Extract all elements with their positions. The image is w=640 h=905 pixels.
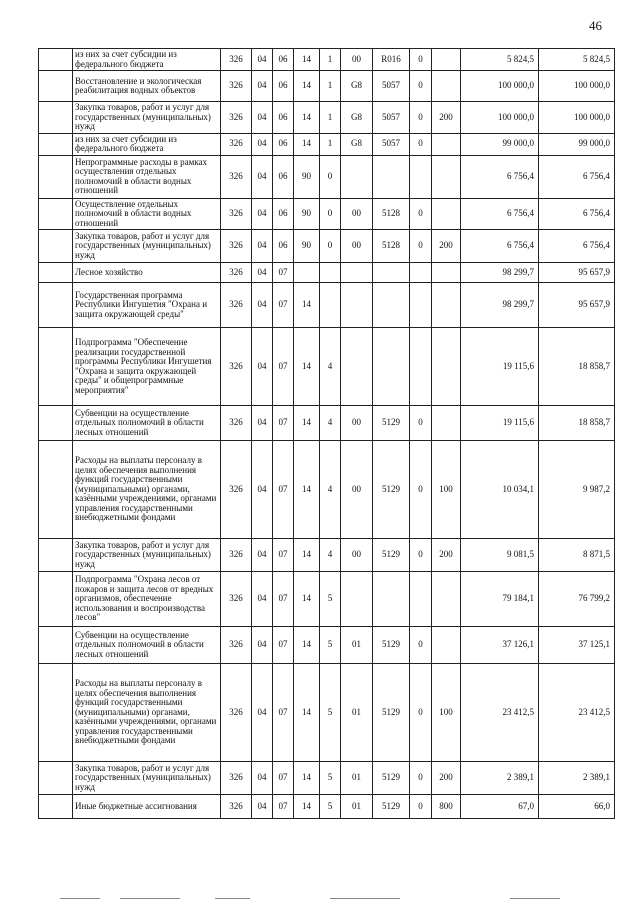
amount-plan-cell: 98 299,7 <box>461 283 539 328</box>
amount-fact-cell: 95 657,9 <box>539 283 615 328</box>
zero-code-cell: 0 <box>410 406 432 441</box>
vr-code-cell <box>432 572 461 627</box>
pr-code-cell: 06 <box>273 102 294 134</box>
amount-fact-cell: 100 000,0 <box>539 102 615 134</box>
pr-code-cell: 07 <box>273 263 294 283</box>
pp-code-cell: 5 <box>320 664 341 762</box>
zero-code-cell: 0 <box>410 539 432 572</box>
pr-code-cell: 07 <box>273 406 294 441</box>
gp-code-cell: 14 <box>294 539 320 572</box>
pr-code-cell: 07 <box>273 539 294 572</box>
rz-code-cell: 04 <box>252 198 273 230</box>
dir-code-cell: 5129 <box>373 406 410 441</box>
pp-code-cell: 5 <box>320 627 341 664</box>
scan-mark <box>510 898 560 899</box>
amount-fact-cell: 37 125,1 <box>539 627 615 664</box>
rz-code-cell: 04 <box>252 283 273 328</box>
amount-plan-cell: 19 115,6 <box>461 328 539 406</box>
row-marker-cell <box>39 263 73 283</box>
dir-code-cell: 5129 <box>373 762 410 795</box>
row-name-cell: Закупка товаров, работ и услуг для государственных (муниципальных) нужд <box>73 762 221 795</box>
dir-code-cell <box>373 155 410 198</box>
vr-code-cell: 800 <box>432 795 461 819</box>
dir-code-cell: 5128 <box>373 230 410 263</box>
vr-code-cell: 200 <box>432 539 461 572</box>
rz-code-cell: 04 <box>252 539 273 572</box>
ved-code-cell: 326 <box>221 664 252 762</box>
dir-code-cell: 5129 <box>373 795 410 819</box>
table-row <box>39 283 615 328</box>
row-name-cell: Субвенции на осуществление отдельных полномочий в области лесных отношений <box>73 627 221 664</box>
gp-code-cell: 14 <box>294 49 320 71</box>
pp-code-cell: 5 <box>320 795 341 819</box>
ved-code-cell: 326 <box>221 263 252 283</box>
amount-fact-cell: 8 871,5 <box>539 539 615 572</box>
pr-code-cell: 07 <box>273 283 294 328</box>
gp-code-cell: 14 <box>294 627 320 664</box>
vr-code-cell: 200 <box>432 230 461 263</box>
row-name-cell: Подпрограмма "Охрана лесов от пожаров и защита лесов от вредных организмов, обеспечение использования и воспроизводства лесов" <box>73 572 221 627</box>
pp-code-cell: 4 <box>320 406 341 441</box>
row-marker-cell <box>39 328 73 406</box>
amount-fact-cell: 6 756,4 <box>539 198 615 230</box>
table-row <box>39 102 615 134</box>
dir-code-cell: 5057 <box>373 102 410 134</box>
dir-code-cell: 5128 <box>373 198 410 230</box>
pr-code-cell: 06 <box>273 198 294 230</box>
amount-plan-cell: 99 000,0 <box>461 133 539 155</box>
scan-mark <box>120 898 180 899</box>
row-name-cell: Лесное хозяйство <box>73 263 221 283</box>
gp-code-cell: 90 <box>294 198 320 230</box>
ved-code-cell: 326 <box>221 762 252 795</box>
rz-code-cell: 04 <box>252 664 273 762</box>
zero-code-cell: 0 <box>410 664 432 762</box>
row-marker-cell <box>39 572 73 627</box>
vr-code-cell <box>432 49 461 71</box>
dir-code-cell <box>373 283 410 328</box>
ved-code-cell: 326 <box>221 441 252 539</box>
table-row <box>39 230 615 263</box>
amount-fact-cell: 5 824,5 <box>539 49 615 71</box>
pr-code-cell: 07 <box>273 762 294 795</box>
pp-code-cell: 4 <box>320 328 341 406</box>
amount-plan-cell: 2 389,1 <box>461 762 539 795</box>
gp-code-cell: 14 <box>294 795 320 819</box>
pr-code-cell: 06 <box>273 49 294 71</box>
row-marker-cell <box>39 102 73 134</box>
pr-code-cell: 07 <box>273 627 294 664</box>
page-number: 46 <box>589 18 602 33</box>
dir-code-cell: R016 <box>373 49 410 71</box>
amount-plan-cell: 79 184,1 <box>461 572 539 627</box>
om-code-cell <box>341 263 373 283</box>
om-code-cell: 00 <box>341 230 373 263</box>
table-row <box>39 263 615 283</box>
amount-plan-cell: 100 000,0 <box>461 71 539 102</box>
rz-code-cell: 04 <box>252 230 273 263</box>
rz-code-cell: 04 <box>252 762 273 795</box>
row-name-cell: Непрограммные расходы в рамках осуществления отдельных полномочий в области водных отношений <box>73 155 221 198</box>
om-code-cell: 00 <box>341 539 373 572</box>
zero-code-cell <box>410 572 432 627</box>
row-name-cell: из них за счет субсидии из федерального бюджета <box>73 133 221 155</box>
om-code-cell: G8 <box>341 102 373 134</box>
rz-code-cell: 04 <box>252 627 273 664</box>
gp-code-cell: 14 <box>294 133 320 155</box>
vr-code-cell <box>432 198 461 230</box>
ved-code-cell: 326 <box>221 71 252 102</box>
row-name-cell: из них за счет субсидии из федерального бюджета <box>73 49 221 71</box>
zero-code-cell: 0 <box>410 441 432 539</box>
rz-code-cell: 04 <box>252 406 273 441</box>
zero-code-cell <box>410 328 432 406</box>
vr-code-cell <box>432 406 461 441</box>
table-row <box>39 71 615 102</box>
table-row <box>39 795 615 819</box>
pp-code-cell: 1 <box>320 49 341 71</box>
om-code-cell: G8 <box>341 133 373 155</box>
pp-code-cell <box>320 283 341 328</box>
zero-code-cell: 0 <box>410 198 432 230</box>
pr-code-cell: 07 <box>273 572 294 627</box>
pr-code-cell: 06 <box>273 155 294 198</box>
amount-plan-cell: 100 000,0 <box>461 102 539 134</box>
zero-code-cell <box>410 263 432 283</box>
om-code-cell: 00 <box>341 441 373 539</box>
pp-code-cell <box>320 263 341 283</box>
amount-fact-cell: 6 756,4 <box>539 155 615 198</box>
pp-code-cell: 1 <box>320 102 341 134</box>
vr-code-cell: 200 <box>432 762 461 795</box>
rz-code-cell: 04 <box>252 102 273 134</box>
amount-plan-cell: 10 034,1 <box>461 441 539 539</box>
row-name-cell: Субвенции на осуществление отдельных полномочий в области лесных отношений <box>73 406 221 441</box>
pr-code-cell: 07 <box>273 328 294 406</box>
row-marker-cell <box>39 539 73 572</box>
dir-code-cell <box>373 572 410 627</box>
pp-code-cell: 5 <box>320 762 341 795</box>
zero-code-cell: 0 <box>410 102 432 134</box>
rz-code-cell: 04 <box>252 155 273 198</box>
amount-plan-cell: 5 824,5 <box>461 49 539 71</box>
table-row <box>39 664 615 762</box>
vr-code-cell <box>432 263 461 283</box>
row-marker-cell <box>39 795 73 819</box>
pr-code-cell: 06 <box>273 71 294 102</box>
row-marker-cell <box>39 627 73 664</box>
table-row <box>39 572 615 627</box>
table-row <box>39 198 615 230</box>
ved-code-cell: 326 <box>221 49 252 71</box>
om-code-cell <box>341 572 373 627</box>
vr-code-cell <box>432 155 461 198</box>
vr-code-cell <box>432 283 461 328</box>
pp-code-cell: 0 <box>320 230 341 263</box>
pr-code-cell: 07 <box>273 441 294 539</box>
gp-code-cell: 90 <box>294 230 320 263</box>
pp-code-cell: 1 <box>320 71 341 102</box>
zero-code-cell: 0 <box>410 49 432 71</box>
amount-fact-cell: 76 799,2 <box>539 572 615 627</box>
ved-code-cell: 326 <box>221 198 252 230</box>
om-code-cell: 01 <box>341 762 373 795</box>
ved-code-cell: 326 <box>221 627 252 664</box>
table-row <box>39 49 615 71</box>
rz-code-cell: 04 <box>252 441 273 539</box>
vr-code-cell: 100 <box>432 664 461 762</box>
rz-code-cell: 04 <box>252 133 273 155</box>
amount-plan-cell: 67,0 <box>461 795 539 819</box>
pp-code-cell: 4 <box>320 441 341 539</box>
row-marker-cell <box>39 230 73 263</box>
row-marker-cell <box>39 283 73 328</box>
amount-plan-cell: 6 756,4 <box>461 230 539 263</box>
row-name-cell: Иные бюджетные ассигнования <box>73 795 221 819</box>
rz-code-cell: 04 <box>252 71 273 102</box>
row-name-cell: Закупка товаров, работ и услуг для государственных (муниципальных) нужд <box>73 230 221 263</box>
amount-fact-cell: 18 858,7 <box>539 328 615 406</box>
zero-code-cell: 0 <box>410 71 432 102</box>
gp-code-cell: 14 <box>294 572 320 627</box>
row-marker-cell <box>39 133 73 155</box>
ved-code-cell: 326 <box>221 102 252 134</box>
amount-fact-cell: 18 858,7 <box>539 406 615 441</box>
om-code-cell: G8 <box>341 71 373 102</box>
rz-code-cell: 04 <box>252 795 273 819</box>
zero-code-cell: 0 <box>410 627 432 664</box>
om-code-cell: 01 <box>341 664 373 762</box>
row-name-cell: Закупка товаров, работ и услуг для государственных (муниципальных) нужд <box>73 539 221 572</box>
table-row <box>39 328 615 406</box>
budget-table <box>38 48 615 819</box>
row-marker-cell <box>39 71 73 102</box>
dir-code-cell: 5129 <box>373 539 410 572</box>
om-code-cell: 01 <box>341 795 373 819</box>
table-row <box>39 155 615 198</box>
om-code-cell: 00 <box>341 406 373 441</box>
pp-code-cell: 0 <box>320 198 341 230</box>
amount-plan-cell: 98 299,7 <box>461 263 539 283</box>
amount-fact-cell: 9 987,2 <box>539 441 615 539</box>
row-name-cell: Закупка товаров, работ и услуг для государственных (муниципальных) нужд <box>73 102 221 134</box>
pp-code-cell: 5 <box>320 572 341 627</box>
ved-code-cell: 326 <box>221 155 252 198</box>
rz-code-cell: 04 <box>252 572 273 627</box>
ved-code-cell: 326 <box>221 572 252 627</box>
gp-code-cell: 14 <box>294 762 320 795</box>
om-code-cell: 00 <box>341 49 373 71</box>
table-body <box>39 49 615 819</box>
ved-code-cell: 326 <box>221 283 252 328</box>
scan-mark <box>330 898 400 899</box>
gp-code-cell: 14 <box>294 328 320 406</box>
gp-code-cell: 14 <box>294 71 320 102</box>
gp-code-cell: 14 <box>294 102 320 134</box>
table-row <box>39 762 615 795</box>
pr-code-cell: 07 <box>273 664 294 762</box>
amount-plan-cell: 9 081,5 <box>461 539 539 572</box>
pr-code-cell: 07 <box>273 795 294 819</box>
amount-plan-cell: 23 412,5 <box>461 664 539 762</box>
row-marker-cell <box>39 441 73 539</box>
gp-code-cell: 14 <box>294 441 320 539</box>
zero-code-cell: 0 <box>410 795 432 819</box>
dir-code-cell <box>373 328 410 406</box>
amount-fact-cell: 66,0 <box>539 795 615 819</box>
row-marker-cell <box>39 664 73 762</box>
vr-code-cell <box>432 71 461 102</box>
amount-fact-cell: 95 657,9 <box>539 263 615 283</box>
table-row <box>39 627 615 664</box>
amount-fact-cell: 23 412,5 <box>539 664 615 762</box>
table-row <box>39 441 615 539</box>
row-name-cell: Расходы на выплаты персоналу в целях обеспечения выполнения функций государственными (муниципальными) органами, казёнными учреждениями, органами управления государственными внебюджетными фондами <box>73 441 221 539</box>
pp-code-cell: 1 <box>320 133 341 155</box>
amount-plan-cell: 6 756,4 <box>461 198 539 230</box>
table-row <box>39 133 615 155</box>
gp-code-cell: 90 <box>294 155 320 198</box>
dir-code-cell: 5129 <box>373 664 410 762</box>
zero-code-cell <box>410 283 432 328</box>
gp-code-cell: 14 <box>294 664 320 762</box>
om-code-cell: 01 <box>341 627 373 664</box>
amount-fact-cell: 2 389,1 <box>539 762 615 795</box>
dir-code-cell: 5129 <box>373 627 410 664</box>
row-name-cell: Государственная программа Республики Ингушетия "Охрана и защита окружающей среды" <box>73 283 221 328</box>
amount-fact-cell: 100 000,0 <box>539 71 615 102</box>
gp-code-cell: 14 <box>294 283 320 328</box>
ved-code-cell: 326 <box>221 539 252 572</box>
rz-code-cell: 04 <box>252 49 273 71</box>
vr-code-cell: 200 <box>432 102 461 134</box>
dir-code-cell: 5057 <box>373 133 410 155</box>
ved-code-cell: 326 <box>221 795 252 819</box>
ved-code-cell: 326 <box>221 406 252 441</box>
row-name-cell: Подпрограмма "Обеспечение реализации государственной программы Республики Ингушетия "Охрана и защита окружающей среды" и общепрограммные мероприятия" <box>73 328 221 406</box>
row-marker-cell <box>39 155 73 198</box>
amount-plan-cell: 6 756,4 <box>461 155 539 198</box>
zero-code-cell: 0 <box>410 133 432 155</box>
pp-code-cell: 0 <box>320 155 341 198</box>
row-marker-cell <box>39 762 73 795</box>
zero-code-cell: 0 <box>410 762 432 795</box>
zero-code-cell: 0 <box>410 230 432 263</box>
amount-plan-cell: 19 115,6 <box>461 406 539 441</box>
scan-mark <box>60 898 100 899</box>
vr-code-cell <box>432 133 461 155</box>
row-marker-cell <box>39 406 73 441</box>
om-code-cell: 00 <box>341 198 373 230</box>
ved-code-cell: 326 <box>221 328 252 406</box>
dir-code-cell <box>373 263 410 283</box>
dir-code-cell: 5057 <box>373 71 410 102</box>
zero-code-cell <box>410 155 432 198</box>
amount-fact-cell: 99 000,0 <box>539 133 615 155</box>
ved-code-cell: 326 <box>221 133 252 155</box>
table-row <box>39 539 615 572</box>
rz-code-cell: 04 <box>252 328 273 406</box>
vr-code-cell <box>432 627 461 664</box>
pr-code-cell: 06 <box>273 133 294 155</box>
vr-code-cell <box>432 328 461 406</box>
ved-code-cell: 326 <box>221 230 252 263</box>
scan-mark <box>215 898 250 899</box>
pr-code-cell: 06 <box>273 230 294 263</box>
amount-fact-cell: 6 756,4 <box>539 230 615 263</box>
table-row <box>39 406 615 441</box>
om-code-cell <box>341 155 373 198</box>
gp-code-cell: 14 <box>294 406 320 441</box>
vr-code-cell: 100 <box>432 441 461 539</box>
om-code-cell <box>341 328 373 406</box>
rz-code-cell: 04 <box>252 263 273 283</box>
row-marker-cell <box>39 198 73 230</box>
amount-plan-cell: 37 126,1 <box>461 627 539 664</box>
pp-code-cell: 4 <box>320 539 341 572</box>
row-marker-cell <box>39 49 73 71</box>
row-name-cell: Расходы на выплаты персоналу в целях обеспечения выполнения функций государственными (муниципальными) органами, казёнными учреждениями, органами управления государственными внебюджетными фондами <box>73 664 221 762</box>
dir-code-cell: 5129 <box>373 441 410 539</box>
row-name-cell: Восстановление и экологическая реабилитация водных объектов <box>73 71 221 102</box>
row-name-cell: Осуществление отдельных полномочий в области водных отношений <box>73 198 221 230</box>
om-code-cell <box>341 283 373 328</box>
gp-code-cell <box>294 263 320 283</box>
